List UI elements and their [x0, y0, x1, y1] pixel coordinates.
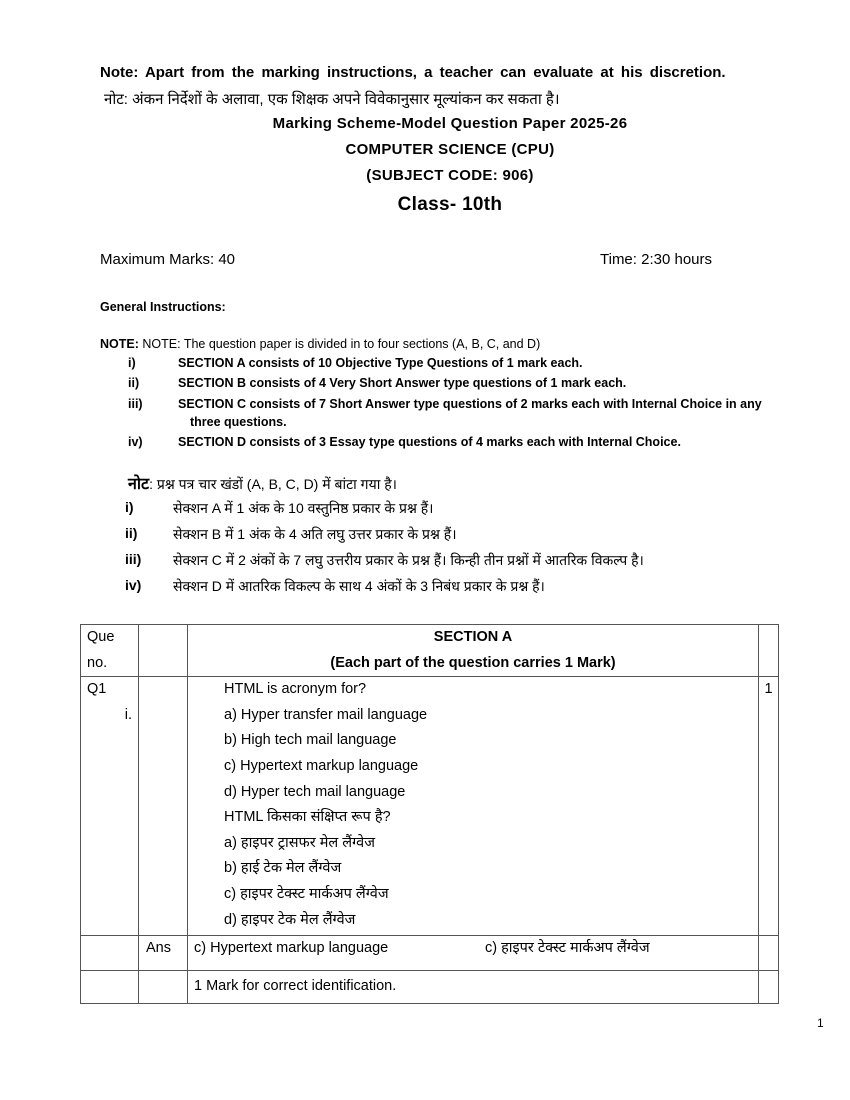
item-text: सेक्शन B में 1 अंक के 4 अति लघु उत्तर प्रकार के प्रश्न हैं।: [173, 526, 457, 542]
option-line-hindi: c) हाइपर टेक्स्ट मार्कअप लैंग्वेज: [224, 885, 389, 902]
item-text: सेक्शन A में 1 अंक के 10 वस्तुनिष्ठ प्रकार के प्रश्न हैं।: [173, 500, 434, 516]
answer-label: Ans: [146, 940, 171, 957]
marking-row: [81, 971, 779, 1004]
answer-row: [81, 936, 779, 971]
table-row: [81, 677, 779, 936]
option-line-hindi: b) हाई टेक मेल लैंग्वेज: [224, 860, 342, 877]
item-text-cont: three questions.: [190, 415, 287, 429]
option-line-hindi: d) हाइपर टेक मेल लैंग्वेज: [224, 911, 356, 928]
col-que: Que: [87, 629, 115, 645]
item-num: iv): [128, 435, 143, 449]
question-text: [188, 677, 759, 936]
marking-table: [80, 624, 779, 1004]
question-part: i.: [124, 706, 132, 723]
item-num: ii): [128, 376, 140, 390]
hindi-note: [128, 472, 397, 494]
item-num: iii): [128, 397, 143, 411]
hindi-note-text: : प्रश्न पत्र चार खंडों (A, B, C, D) में बांटा गया है।: [149, 476, 397, 492]
item-text: SECTION A consists of 10 Objective Type Questions of 1 mark each.: [178, 356, 583, 370]
answer-hindi: c) हाइपर टेक्स्ट मार्कअप लैंग्वेज: [485, 940, 650, 957]
paper-title: Marking Scheme-Model Question Paper 2025-26: [272, 115, 628, 132]
section-title: SECTION A: [433, 629, 513, 645]
item-num: iv): [125, 577, 142, 593]
subject-name: COMPUTER SCIENCE (CPU): [345, 141, 555, 158]
option-line-hindi: a) हाइपर ट्रासफर मेल लैंग्वेज: [224, 834, 375, 851]
col-no: no.: [87, 654, 108, 671]
option-line: b) High tech mail language: [224, 732, 397, 749]
item-text: SECTION D consists of 3 Essay type questions of 4 marks each with Internal Choice.: [178, 435, 681, 449]
option-line: a) Hyper transfer mail language: [224, 706, 428, 723]
answer-english: c) Hypertext markup language: [194, 940, 389, 957]
question-line-hindi: HTML किसका संक्षिप्त रूप है?: [224, 809, 391, 826]
instructions-heading: General Instructions:: [100, 300, 226, 314]
item-num: i): [125, 499, 134, 515]
class-label: Class- 10th: [397, 194, 503, 215]
item-text: SECTION C consists of 7 Short Answer type questions of 2 marks each with Internal Choice in any: [178, 397, 762, 411]
question-number: Q1: [87, 681, 107, 698]
question-line: HTML is acronym for?: [224, 681, 367, 698]
instructions-note-text: NOTE: The question paper is divided in to four sections (A, B, C, and D): [142, 337, 541, 351]
note-hindi: नोट: अंकन निर्देशों के अलावा, एक शिक्षक अपने विवेकानुसार मूल्यांकन कर सकता है।: [104, 91, 560, 108]
marks: 1: [764, 681, 773, 698]
marking-note: 1 Mark for correct identification.: [194, 978, 397, 995]
instructions-note: NOTE: NOTE: The question paper is divided in to four sections (A, B, C, and D): [100, 337, 541, 351]
item-num: ii): [125, 525, 138, 541]
option-line: c) Hypertext markup language: [224, 757, 419, 774]
page-number: 1: [817, 1016, 824, 1030]
subject-code: (SUBJECT CODE: 906): [366, 167, 534, 184]
item-text: SECTION B consists of 4 Very Short Answer type questions of 1 mark each.: [178, 376, 627, 390]
hindi-note-label: नोट: [128, 476, 150, 493]
section-subtitle: (Each part of the question carries 1 Mark): [330, 654, 616, 671]
item-num: iii): [125, 551, 142, 567]
item-text: सेक्शन C में 2 अंकों के 7 लघु उत्तरीय प्रकार के प्रश्न हैं। किन्ही तीन प्रश्नों में आतरिक विकल्प है।: [173, 552, 644, 568]
max-marks: Maximum Marks: 40: [100, 251, 236, 268]
item-num: i): [128, 356, 136, 370]
note-english: Note: Apart from the marking instructions, a teacher can evaluate at his discretion.: [100, 64, 726, 81]
option-line: d) Hyper tech mail language: [224, 783, 406, 800]
table-header-row: [81, 625, 779, 677]
item-text: सेक्शन D में आतरिक विकल्प के साथ 4 अंकों के 3 निबंध प्रकार के प्रश्न हैं।: [173, 578, 545, 594]
time-allowed: Time: 2:30 hours: [600, 251, 712, 268]
